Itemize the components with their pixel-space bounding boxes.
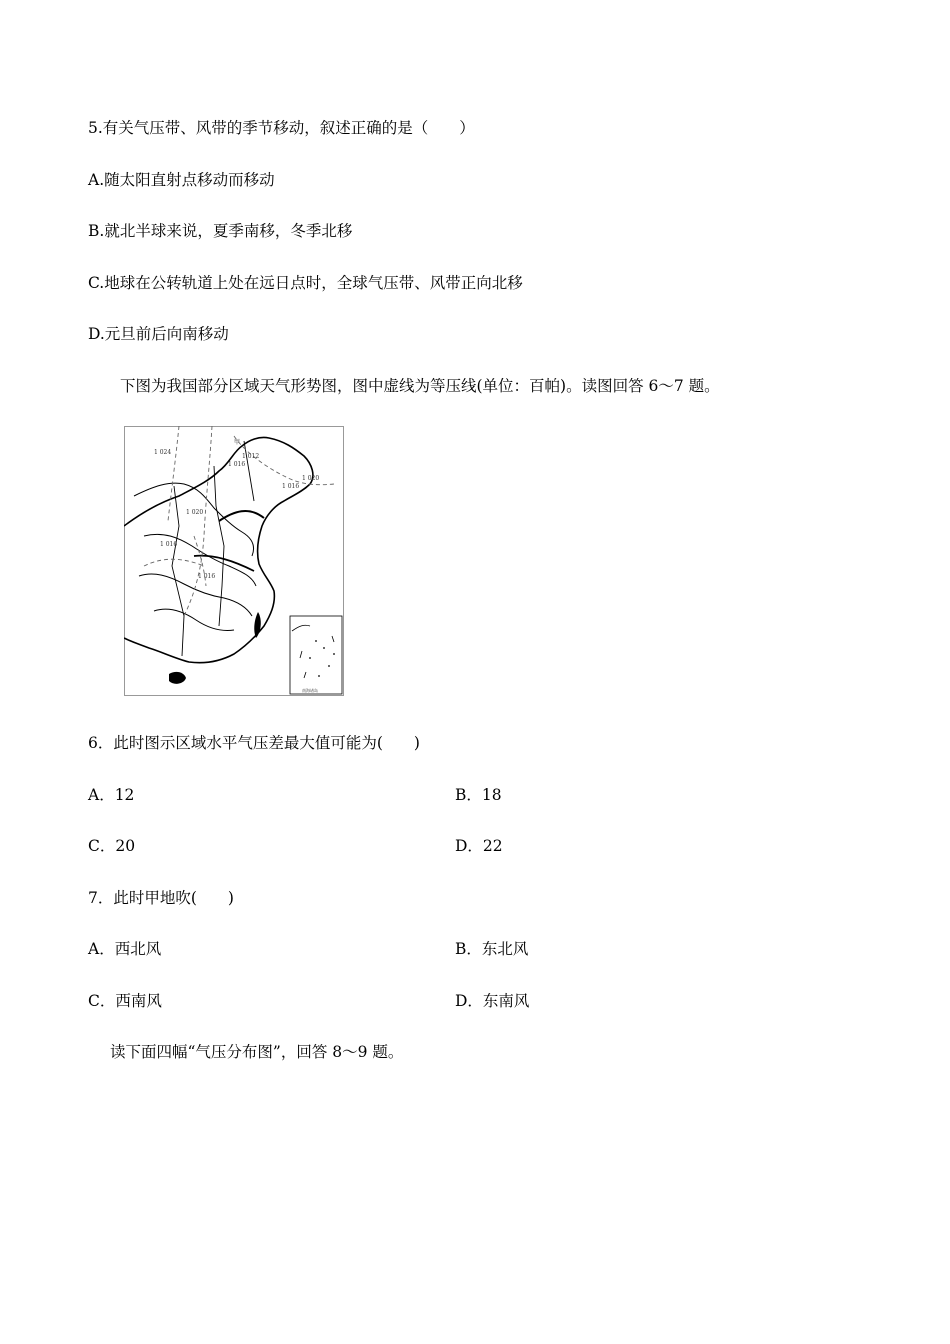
location-label-jia: 甲	[234, 439, 241, 446]
isobar-label: 1 016	[160, 541, 178, 548]
q6-option-b: B．18	[455, 786, 502, 804]
q5-stem: 5.有关气压带、风带的季节移动，叙述正确的是（ ）	[88, 119, 475, 137]
isobar-label: 1 024	[154, 449, 172, 456]
intro-8-9: 读下面四幅“气压分布图”，回答 8～9 题。	[110, 1043, 404, 1061]
q6-stem: 6．此时图示区域水平气压差最大值可能为( )	[88, 734, 420, 752]
isobar-label: 1 016	[228, 461, 246, 468]
isobar-label: 1 020	[302, 475, 320, 482]
weather-map-svg	[124, 426, 344, 696]
intro-6-7: 下图为我国部分区域天气形势图，图中虚线为等压线(单位：百帕)。读图回答 6～7 题。	[120, 377, 720, 395]
isobar-label: 1 016	[282, 483, 300, 490]
weather-map-figure	[124, 426, 344, 696]
q5-option-b: B.就北半球来说，夏季南移，冬季北移	[88, 222, 353, 240]
q5-option-c: C.地球在公转轨道上处在远日点时，全球气压带、风带正向北移	[88, 274, 523, 292]
isobar-label: 1 016	[198, 573, 216, 580]
q6-option-a: A．12	[88, 786, 135, 804]
q5-option-a: A.随太阳直射点移动而移动	[88, 171, 275, 189]
q6-option-c: C．20	[88, 837, 136, 855]
q7-stem: 7．此时甲地吹( )	[88, 889, 234, 907]
q7-option-d: D．东南风	[455, 992, 530, 1010]
q7-option-c: C．西南风	[88, 992, 162, 1010]
q6-option-d: D．22	[455, 837, 503, 855]
q7-option-a: A．西北风	[88, 940, 162, 958]
inset-label: 南海诸岛	[302, 688, 318, 693]
q7-option-b: B．东北风	[455, 940, 529, 958]
q5-option-d: D.元旦前后向南移动	[88, 325, 229, 343]
isobar-label: 1 012	[242, 453, 260, 460]
isobar-label: 1 020	[186, 509, 204, 516]
